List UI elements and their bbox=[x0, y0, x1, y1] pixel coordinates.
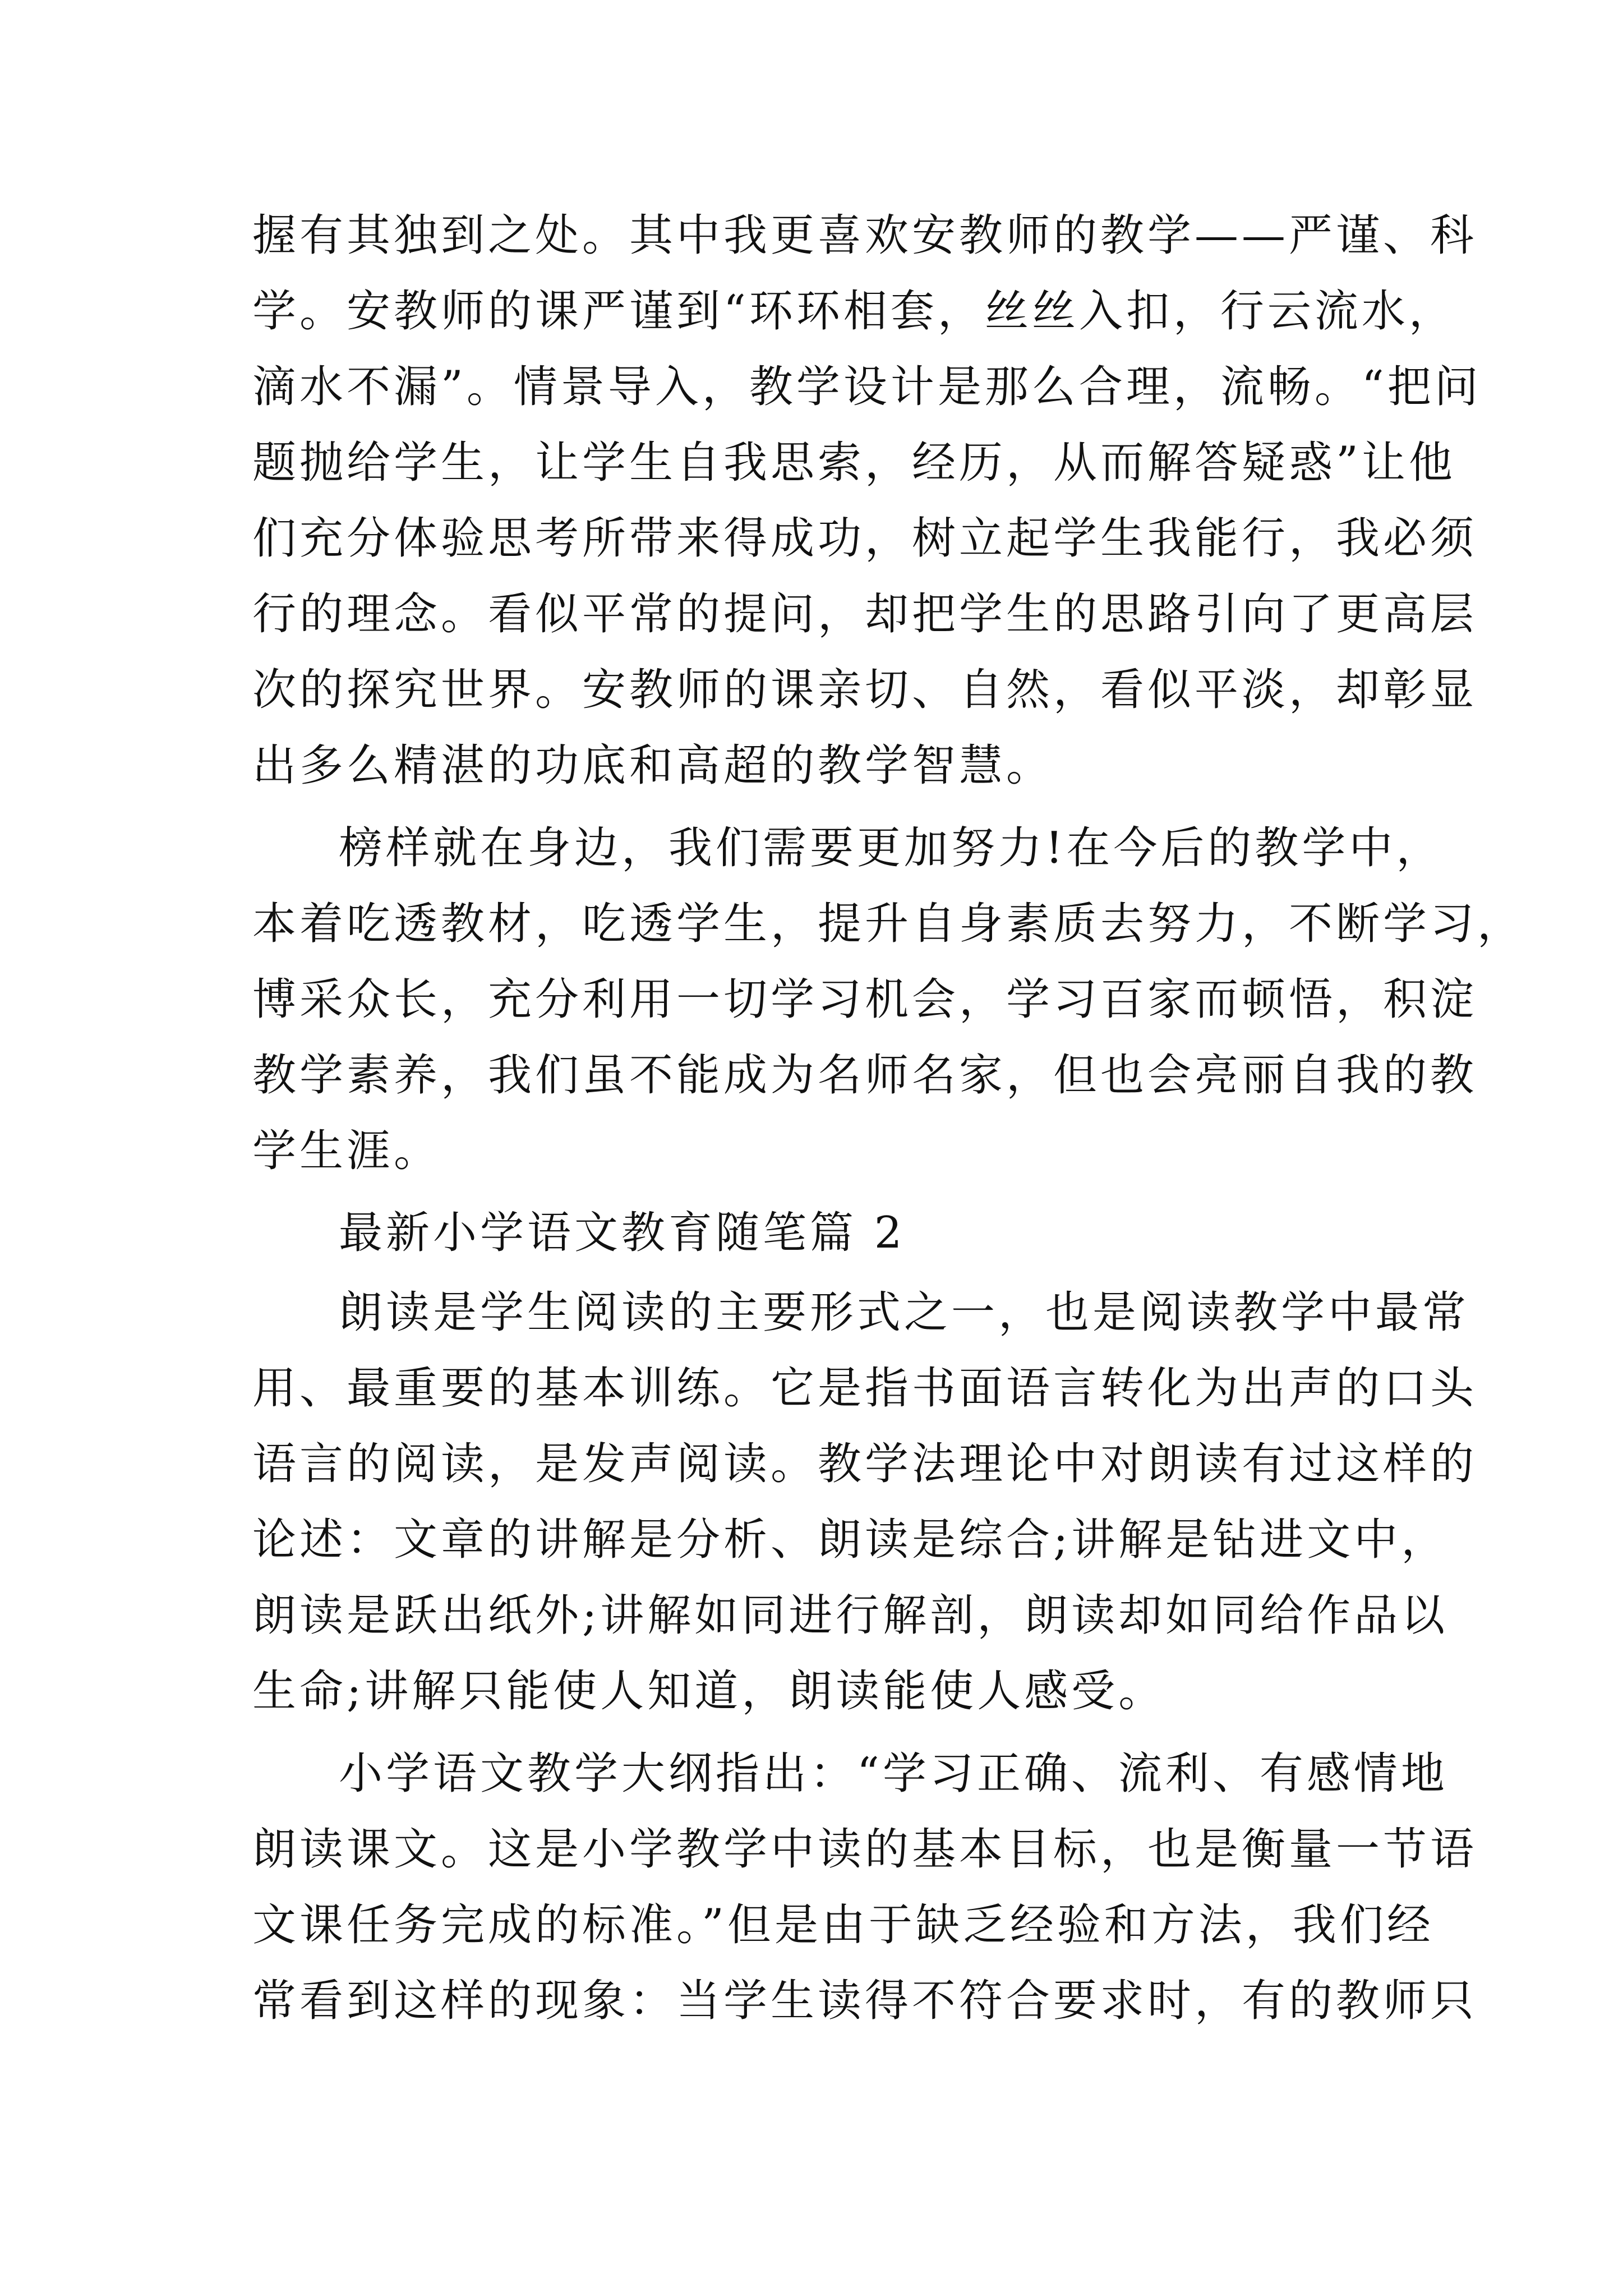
paragraph-line: 题抛给学生，让学生自我思索，经历，从而解答疑惑”让他 bbox=[252, 438, 1456, 488]
paragraph-line: 论述：文章的讲解是分析、朗读是综合;讲解是钻进文中， bbox=[252, 1515, 1449, 1565]
paragraph-line: 学。安教师的课严谨到“环环相套，丝丝入扣，行云流水， bbox=[252, 286, 1456, 337]
paragraph-line: 握有其独到之处。其中我更喜欢安教师的教学——严谨、科 bbox=[252, 210, 1478, 261]
paragraph-line: 教学素养，我们虽不能成为名师名家，但也会亮丽自我的教 bbox=[252, 1050, 1478, 1101]
paragraph-line: 朗读是学生阅读的主要形式之一，也是阅读教学中最常 bbox=[339, 1287, 1470, 1338]
paragraph-line: 文课任务完成的标准。”但是由于缺乏经验和方法，我们经 bbox=[252, 1900, 1434, 1950]
paragraph-line: 生命;讲解只能使人知道，朗读能使人感受。 bbox=[252, 1666, 1166, 1717]
paragraph-line: 语言的阅读，是发声阅读。教学法理论中对朗读有过这样的 bbox=[252, 1439, 1478, 1489]
paragraph-line: 榜样就在身边，我们需要更加努力!在今后的教学中， bbox=[339, 823, 1444, 873]
paragraph-line: 学生涯。 bbox=[252, 1126, 441, 1176]
paragraph-line: 朗读是跃出纸外;讲解如同进行解剖，朗读却如同给作品以 bbox=[252, 1590, 1449, 1641]
paragraph-line: 次的探究世界。安教师的课亲切、自然，看似平淡，却彰显 bbox=[252, 665, 1478, 715]
paragraph-line: 小学语文教学大纲指出：“学习正确、流利、有感情地 bbox=[339, 1749, 1448, 1799]
paragraph-line: 博采众长，充分利用一切学习机会，学习百家而顿悟，积淀 bbox=[252, 974, 1478, 1025]
paragraph-line: 滴水不漏”。情景导入，教学设计是那么合理，流畅。“把问 bbox=[252, 362, 1482, 412]
section-heading: 最新小学语文教育随笔篇 2 bbox=[339, 1208, 906, 1258]
paragraph-line: 用、最重要的基本训练。它是指书面语言转化为出声的口头 bbox=[252, 1363, 1478, 1414]
paragraph-line: 本着吃透教材，吃透学生，提升自身素质去努力，不断学习， bbox=[252, 899, 1525, 949]
paragraph-line: 常看到这样的现象：当学生读得不符合要求时，有的教师只 bbox=[252, 1976, 1478, 2026]
paragraph-line: 们充分体验思考所带来得成功，树立起学生我能行，我必须 bbox=[252, 513, 1478, 564]
paragraph-line: 朗读课文。这是小学教学中读的基本目标，也是衡量一节语 bbox=[252, 1824, 1478, 1875]
paragraph-line: 出多么精湛的功底和高超的教学智慧。 bbox=[252, 740, 1054, 791]
paragraph-line: 行的理念。看似平常的提问，却把学生的思路引向了更高层 bbox=[252, 589, 1478, 639]
